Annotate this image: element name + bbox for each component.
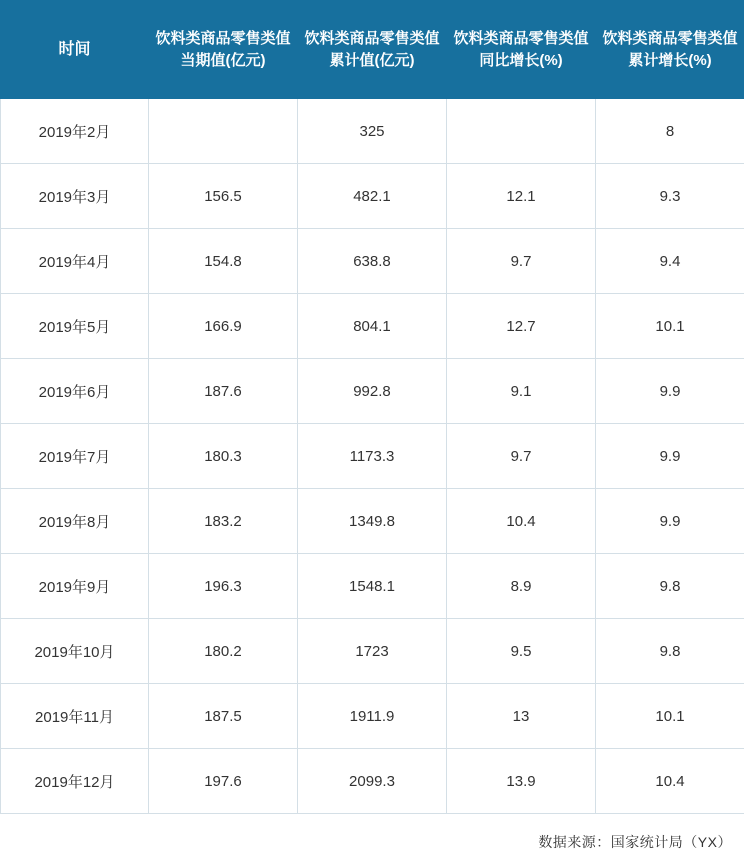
cell-current-value: 180.2: [149, 619, 298, 684]
cell-cumulative-growth: 9.8: [596, 619, 744, 684]
cell-cumulative-growth: 10.1: [596, 684, 744, 749]
column-header-current-value: 饮料类商品零售类值当期值(亿元): [149, 1, 298, 99]
table-header-row: [1, 1, 744, 99]
table-row: [1, 619, 744, 684]
table-row: [1, 359, 744, 424]
cell-cumulative-growth: 9.9: [596, 359, 744, 424]
cell-cumulative-value: 638.8: [298, 229, 447, 294]
cell-yoy-growth: 9.5: [447, 619, 596, 684]
table-row: [1, 294, 744, 359]
cell-cumulative-value: 992.8: [298, 359, 447, 424]
cell-cumulative-value: 2099.3: [298, 749, 447, 814]
cell-time: 2019年10月: [1, 619, 149, 684]
cell-current-value: [149, 99, 298, 164]
cell-current-value: 180.3: [149, 424, 298, 489]
cell-current-value: 154.8: [149, 229, 298, 294]
cell-cumulative-growth: 9.8: [596, 554, 744, 619]
cell-time: 2019年8月: [1, 489, 149, 554]
column-header-cumulative-value: 饮料类商品零售类值累计值(亿元): [298, 1, 447, 99]
cell-time: 2019年5月: [1, 294, 149, 359]
cell-cumulative-value: 1349.8: [298, 489, 447, 554]
cell-yoy-growth: 9.7: [447, 229, 596, 294]
cell-cumulative-value: 482.1: [298, 164, 447, 229]
table-header: [1, 1, 744, 99]
cell-cumulative-value: 804.1: [298, 294, 447, 359]
cell-yoy-growth: 12.7: [447, 294, 596, 359]
cell-yoy-growth: 13.9: [447, 749, 596, 814]
table-row: [1, 554, 744, 619]
cell-time: 2019年11月: [1, 684, 149, 749]
cell-cumulative-growth: 9.4: [596, 229, 744, 294]
cell-yoy-growth: 10.4: [447, 489, 596, 554]
cell-time: 2019年3月: [1, 164, 149, 229]
cell-yoy-growth: [447, 99, 596, 164]
column-header-cumulative-growth: 饮料类商品零售类值累计增长(%): [596, 1, 744, 99]
cell-cumulative-growth: 9.3: [596, 164, 744, 229]
data-source-note: 数据来源：国家统计局（YX）: [538, 834, 732, 850]
cell-cumulative-value: 325: [298, 99, 447, 164]
cell-cumulative-growth: 10.4: [596, 749, 744, 814]
table-row: [1, 749, 744, 814]
cell-cumulative-growth: 8: [596, 99, 744, 164]
cell-time: 2019年9月: [1, 554, 149, 619]
table-row: [1, 424, 744, 489]
cell-time: 2019年12月: [1, 749, 149, 814]
cell-time: 2019年4月: [1, 229, 149, 294]
cell-current-value: 187.6: [149, 359, 298, 424]
column-header-time: 时间: [1, 1, 149, 99]
cell-yoy-growth: 9.7: [447, 424, 596, 489]
cell-current-value: 187.5: [149, 684, 298, 749]
cell-current-value: 197.6: [149, 749, 298, 814]
cell-yoy-growth: 13: [447, 684, 596, 749]
cell-time: 2019年6月: [1, 359, 149, 424]
cell-current-value: 156.5: [149, 164, 298, 229]
cell-cumulative-value: 1723: [298, 619, 447, 684]
cell-cumulative-growth: 9.9: [596, 424, 744, 489]
column-header-yoy-growth: 饮料类商品零售类值同比增长(%): [447, 1, 596, 99]
cell-yoy-growth: 8.9: [447, 554, 596, 619]
cell-current-value: 196.3: [149, 554, 298, 619]
table-body: [1, 99, 744, 814]
cell-cumulative-value: 1173.3: [298, 424, 447, 489]
cell-current-value: 166.9: [149, 294, 298, 359]
cell-yoy-growth: 12.1: [447, 164, 596, 229]
table-row: [1, 99, 744, 164]
cell-current-value: 183.2: [149, 489, 298, 554]
cell-cumulative-growth: 9.9: [596, 489, 744, 554]
cell-cumulative-value: 1911.9: [298, 684, 447, 749]
table-row: [1, 684, 744, 749]
table-row: [1, 229, 744, 294]
cell-time: 2019年7月: [1, 424, 149, 489]
table-row: [1, 489, 744, 554]
cell-cumulative-value: 1548.1: [298, 554, 447, 619]
table-row: [1, 164, 744, 229]
cell-time: 2019年2月: [1, 99, 149, 164]
cell-cumulative-growth: 10.1: [596, 294, 744, 359]
cell-yoy-growth: 9.1: [447, 359, 596, 424]
